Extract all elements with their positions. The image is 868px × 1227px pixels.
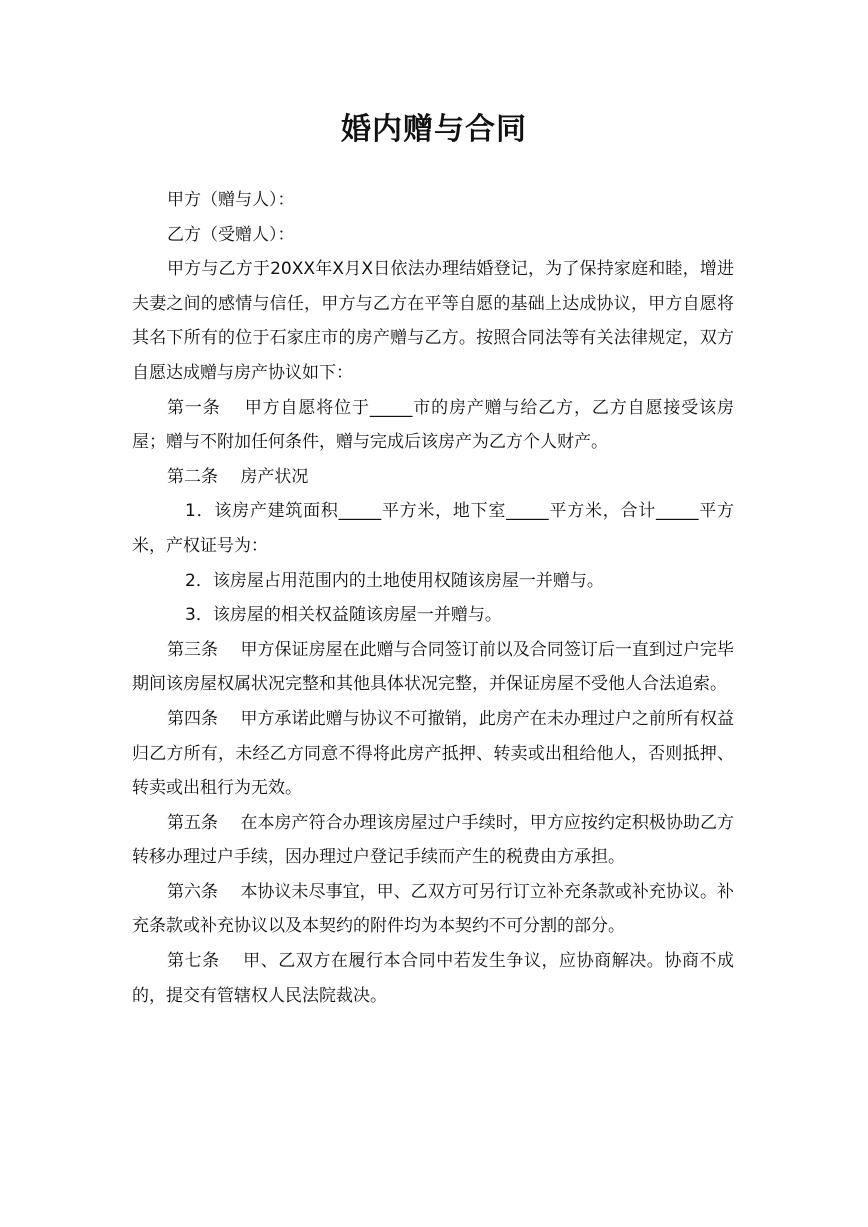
article-2-item-3: 3．该房屋的相关权益随该房屋一并赠与。 [185,605,502,626]
article-4: 第四条 甲方承诺此赠与协议不可撤销，此房产在未办理过户之前所有权益归乙方所有，未经乙方同意不得将此房产抵押、转卖或出租给他人，否则抵押、转卖或出租行为无效。 [132,708,734,799]
article-2-item-1: 1．该房产建筑面积_____平方米，地下室_____平方米，合计_____平方米，产权证号为： [132,501,734,556]
article-2-heading: 第二条 房产状况 [167,466,309,487]
article-1: 第一条 甲方自愿将位于_____市的房产赠与给乙方，乙方自愿接受该房屋；赠与不附加任何条件，赠与完成后该房产为乙方个人财产。 [132,397,734,453]
party-b-line: 乙方（受赠人）： [167,224,295,245]
article-3: 第三条 甲方保证房屋在此赠与合同签订前以及合同签订后一直到过户完毕期间该房屋权属状况完整和其他具体状况完整，并保证房屋不受他人合法追索。 [132,639,734,695]
party-a-line: 甲方（赠与人）： [167,190,295,210]
article-6: 第六条 本协议未尽事宜，甲、乙双方可另行订立补充条款或补充协议。补充条款或补充协议以及本契约的附件均为本契约不可分割的部分。 [132,881,734,937]
article-5: 第五条 在本房产符合办理该房屋过户手续时，甲方应按约定积极协助乙方转移办理过户手续，因办理过户登记手续而产生的税费由方承担。 [132,812,734,868]
document-body [132,183,734,1013]
article-2-item-2: 2．该房屋占用范围内的土地使用权随该房屋一并赠与。 [185,570,604,591]
preamble-paragraph: 甲方与乙方于20XX年X月X日依法办理结婚登记，为了保持家庭和睦，增进夫妻之间的感情与信任，甲方与乙方在平等自愿的基础上达成协议，甲方自愿将其名下所有的位于石家庄市的房产赠与乙方。按照合同法等有关法律规定，双方自愿达成赠与房产协议如下： [132,259,734,383]
document-title: 婚内赠与合同 [341,112,527,147]
article-7: 第七条 甲、乙双方在履行本合同中若发生争议，应协商解决。协商不成的，提交有管辖权人民法院裁决。 [132,951,734,1006]
